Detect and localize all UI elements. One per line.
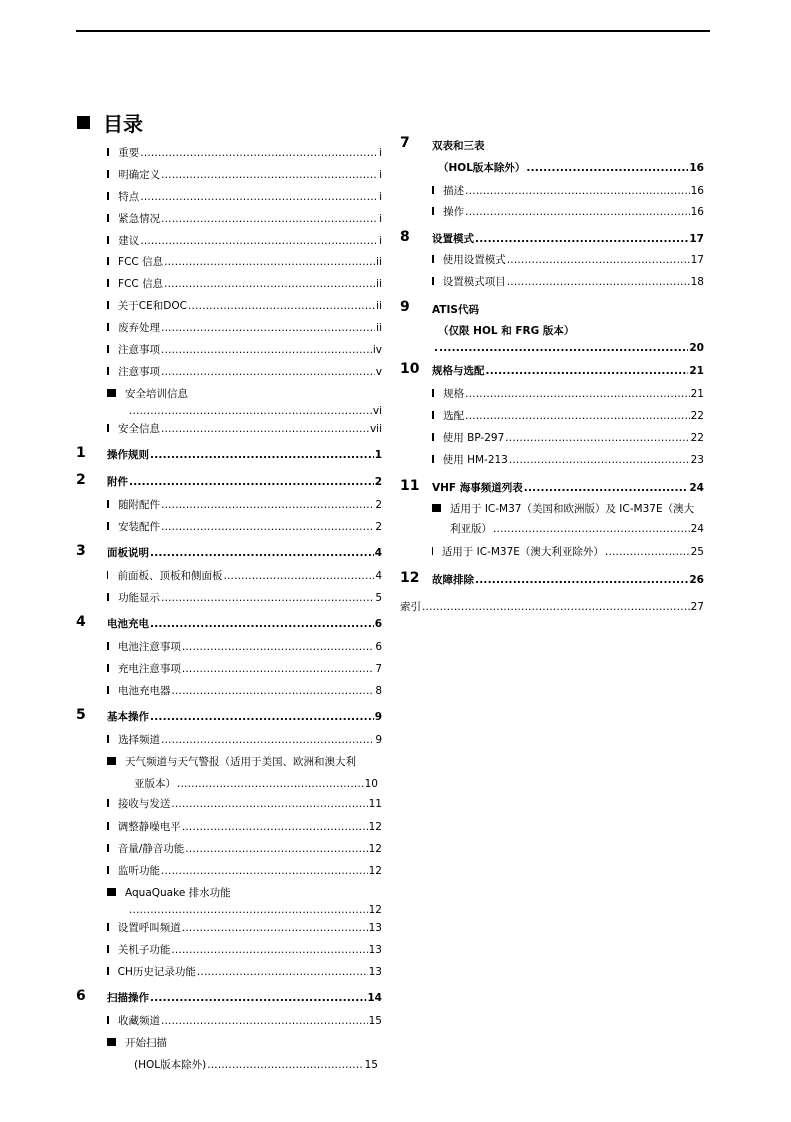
toc-entry-label: FCC 信息 xyxy=(118,278,164,290)
toc-entry[interactable] xyxy=(432,205,704,219)
bullet-square-icon xyxy=(107,664,109,672)
chapter-entry[interactable] xyxy=(107,448,382,462)
toc-entry-label: 选配 xyxy=(443,410,465,422)
toc-entry-label: 设置呼叫频道 xyxy=(117,922,181,934)
toc-title xyxy=(77,108,143,137)
toc-page-number: 13 xyxy=(368,966,382,978)
toc-page-number: 9 xyxy=(374,711,382,723)
dot-leader xyxy=(493,522,690,536)
bullet-square-icon xyxy=(107,214,109,222)
bullet-square-icon xyxy=(432,504,441,512)
toc-entry-label: 适用于 IC-M37E（澳大利亚除外） xyxy=(441,546,604,558)
index-entry[interactable] xyxy=(400,600,704,614)
toc-entry-label: 操作 xyxy=(443,206,465,218)
toc-page-number: 15 xyxy=(364,1059,378,1071)
toc-page-number: 25 xyxy=(690,546,704,558)
toc-entry-label: 重要 xyxy=(118,147,140,159)
toc-entry-label: 安全培训信息 xyxy=(125,388,188,400)
toc-entry[interactable] xyxy=(432,387,704,401)
toc-page-number: 26 xyxy=(689,574,704,586)
dot-leader xyxy=(605,545,690,559)
dot-leader xyxy=(164,277,375,291)
dot-leader xyxy=(465,409,689,423)
toc-page-number: 16 xyxy=(689,162,704,174)
toc-entry[interactable] xyxy=(107,591,382,605)
chapter-entry-label: ATIS代码 xyxy=(432,304,479,316)
bullet-square-icon xyxy=(432,255,434,263)
toc-entry[interactable] xyxy=(107,864,382,878)
toc-page-number: 17 xyxy=(690,254,704,266)
toc-entry[interactable] xyxy=(107,422,382,436)
toc-entry[interactable] xyxy=(107,277,382,291)
bullet-square-icon xyxy=(107,923,109,931)
bullet-square-icon xyxy=(107,571,108,579)
dot-leader xyxy=(150,617,374,631)
toc-page-number: 13 xyxy=(368,944,382,956)
dot-leader xyxy=(150,710,374,724)
bullet-square-icon xyxy=(432,547,433,555)
toc-entry[interactable] xyxy=(107,520,382,534)
bullet-square-icon xyxy=(107,236,109,244)
toc-entry-label: 规格 xyxy=(443,388,465,400)
toc-entry-label: 开始扫描 xyxy=(125,1037,167,1049)
toc-entry[interactable] xyxy=(432,545,704,559)
toc-page-number: 12 xyxy=(368,821,382,833)
toc-entry-label: 亚版本） xyxy=(134,778,176,790)
toc-entry[interactable] xyxy=(107,343,382,357)
dot-leader xyxy=(505,431,689,445)
toc-entry[interactable] xyxy=(107,255,382,269)
dot-leader xyxy=(161,520,374,534)
bullet-square-icon xyxy=(107,799,109,807)
chapter-entry[interactable] xyxy=(432,573,704,587)
toc-entry[interactable] xyxy=(107,234,382,248)
dot-leader xyxy=(422,600,690,614)
toc-page-number: 1 xyxy=(374,449,382,461)
dot-leader xyxy=(182,921,368,935)
toc-page-number: 2 xyxy=(375,521,382,533)
dot-leader xyxy=(129,404,372,418)
dot-leader xyxy=(465,205,689,219)
toc-entry-label: 面板说明 xyxy=(107,547,149,559)
dot-leader xyxy=(150,448,374,462)
toc-entry-label: CH历史记录功能 xyxy=(117,966,196,978)
toc-entry[interactable] xyxy=(107,1036,167,1050)
toc-entry-label: 建议 xyxy=(118,235,140,247)
toc-entry-label: . xyxy=(434,342,438,354)
toc-entry-label: （HOL版本除外） xyxy=(438,162,526,174)
bullet-square-icon xyxy=(107,757,116,765)
chapter-number: 1 xyxy=(76,445,86,461)
toc-page-number: 21 xyxy=(690,388,704,400)
toc-entry-continuation[interactable] xyxy=(134,1058,378,1072)
chapter-entry[interactable] xyxy=(432,364,704,378)
toc-entry-label: 描述 xyxy=(443,185,465,197)
toc-page-number: 16 xyxy=(690,206,704,218)
toc-entry[interactable] xyxy=(107,797,382,811)
toc-entry[interactable] xyxy=(107,190,382,204)
dot-leader xyxy=(223,569,374,583)
title-square-icon xyxy=(77,116,90,129)
bullet-square-icon xyxy=(107,735,109,743)
toc-page-number: 15 xyxy=(368,1015,382,1027)
dot-leader xyxy=(129,475,374,489)
toc-entry-label: 关于CE和DOC xyxy=(117,300,187,312)
toc-entry-label: 附件 xyxy=(107,476,128,488)
bullet-square-icon xyxy=(107,279,109,287)
toc-page-number: ii xyxy=(376,278,382,290)
toc-entry[interactable] xyxy=(107,212,382,226)
toc-page-number: 24 xyxy=(689,482,704,494)
chapter-entry[interactable] xyxy=(432,232,704,246)
toc-entry-label: 调整静噪电平 xyxy=(117,821,181,833)
toc-page-number: ii xyxy=(376,256,382,268)
dot-leader xyxy=(171,684,374,698)
toc-page-number: 2 xyxy=(375,499,382,511)
toc-entry-continuation[interactable] xyxy=(128,404,382,418)
toc-entry[interactable] xyxy=(107,842,382,856)
bullet-square-icon xyxy=(432,389,434,397)
toc-entry[interactable] xyxy=(432,275,704,289)
chapter-number: 10 xyxy=(400,361,420,377)
toc-entry-label: 音量/静音功能 xyxy=(117,843,185,855)
toc-entry[interactable] xyxy=(107,365,382,379)
toc-entry-label: 电池充电 xyxy=(107,618,149,630)
dot-leader xyxy=(475,232,688,246)
toc-entry[interactable] xyxy=(107,569,382,583)
chapter-entry[interactable] xyxy=(107,991,382,1005)
toc-entry-label: AquaQuake 排水功能 xyxy=(125,887,231,899)
bullet-square-icon xyxy=(432,455,434,463)
dot-leader xyxy=(140,190,378,204)
bullet-square-icon xyxy=(107,1016,109,1024)
toc-entry-label: 功能显示 xyxy=(118,592,161,604)
dot-leader xyxy=(161,591,374,605)
bullet-square-icon xyxy=(107,424,109,432)
dot-leader xyxy=(150,991,366,1005)
dot-leader xyxy=(207,1058,363,1072)
chapter-entry[interactable] xyxy=(107,617,382,631)
chapter-number: 5 xyxy=(76,707,86,723)
toc-page-number: 9 xyxy=(375,734,382,746)
toc-page-number: 4 xyxy=(375,570,382,582)
chapter-entry-label: 双表和三表 xyxy=(432,140,485,152)
toc-entry-label: 基本操作 xyxy=(107,711,149,723)
toc-page-number: 12 xyxy=(368,904,382,916)
dot-leader xyxy=(524,481,689,495)
chapter-number: 4 xyxy=(76,614,86,630)
toc-entry[interactable] xyxy=(107,965,382,979)
toc-entry-label: 接收与发送 xyxy=(117,798,171,810)
dot-leader xyxy=(171,943,367,957)
toc-page-number: 7 xyxy=(375,663,382,675)
dot-leader xyxy=(161,498,374,512)
toc-entry[interactable] xyxy=(107,387,188,401)
dot-leader xyxy=(161,1014,368,1028)
toc-entry-label: 充电注意事项 xyxy=(117,663,181,675)
toc-entry-label: 注意事项 xyxy=(118,344,161,356)
toc-entry[interactable] xyxy=(432,431,704,445)
dot-leader xyxy=(161,864,368,878)
dot-leader xyxy=(171,797,367,811)
bullet-square-icon xyxy=(432,433,434,441)
dot-leader xyxy=(140,146,378,160)
chapter-number: 2 xyxy=(76,472,86,488)
toc-entry-label: VHF 海事频道列表 xyxy=(432,482,523,494)
chapter-number: 9 xyxy=(400,299,410,315)
toc-page-number: 18 xyxy=(690,276,704,288)
toc-page-number: i xyxy=(379,213,382,225)
toc-entry-label: 废弃处理 xyxy=(118,322,161,334)
bullet-square-icon xyxy=(107,323,109,331)
bullet-square-icon xyxy=(107,822,109,830)
toc-entry-label: 电池注意事项 xyxy=(117,641,181,653)
dot-leader xyxy=(161,733,374,747)
toc-page-number: iv xyxy=(372,344,382,356)
bullet-square-icon xyxy=(107,367,109,375)
toc-page-number: i xyxy=(379,147,382,159)
dot-leader xyxy=(161,343,372,357)
dot-leader xyxy=(140,234,378,248)
toc-page-number: v xyxy=(375,366,382,378)
chapter-number: 3 xyxy=(76,543,86,559)
toc-page-number: 22 xyxy=(690,432,704,444)
toc-entry-continuation[interactable] xyxy=(450,522,704,536)
dot-leader xyxy=(475,573,688,587)
bullet-square-icon xyxy=(432,411,434,419)
toc-entry-label: 监听功能 xyxy=(117,865,160,877)
dot-leader xyxy=(161,321,375,335)
toc-page-number: vi xyxy=(372,405,382,417)
toc-entry[interactable] xyxy=(107,640,382,654)
toc-entry-label: 明确定义 xyxy=(118,169,161,181)
toc-entry-label: 安全信息 xyxy=(118,423,160,435)
toc-page-number: 2 xyxy=(374,476,382,488)
dot-leader xyxy=(129,903,368,917)
toc-page-number: vii xyxy=(369,423,382,435)
toc-entry-label: 收藏频道 xyxy=(117,1015,160,1027)
toc-entry-label: 前面板、顶板和侧面板 xyxy=(117,570,223,582)
toc-entry-label: 扫描操作 xyxy=(107,992,149,1004)
toc-page-number: 13 xyxy=(368,922,382,934)
bullet-square-icon xyxy=(107,642,109,650)
toc-title-text: 目录 xyxy=(103,112,143,136)
bullet-square-icon xyxy=(107,593,109,601)
toc-entry[interactable] xyxy=(107,662,382,676)
dot-leader xyxy=(507,275,690,289)
toc-entry[interactable] xyxy=(107,921,382,935)
toc-entry-label: FCC 信息 xyxy=(118,256,164,268)
toc-entry[interactable] xyxy=(107,733,382,747)
bullet-square-icon xyxy=(107,257,109,265)
bullet-square-icon xyxy=(107,148,109,156)
toc-entry-label: 索引 xyxy=(400,601,421,613)
toc-entry[interactable] xyxy=(107,299,382,313)
bullet-square-icon xyxy=(107,389,116,397)
toc-entry-label: 使用 BP-297 xyxy=(442,432,505,444)
toc-entry-label: (HOL版本除外) xyxy=(134,1059,207,1071)
bullet-square-icon xyxy=(107,686,109,694)
dot-leader xyxy=(182,640,374,654)
toc-entry-label: 操作规则 xyxy=(107,449,149,461)
toc-entry-label: 电池充电器 xyxy=(117,685,171,697)
chapter-entry-continuation[interactable] xyxy=(438,161,704,175)
dot-leader xyxy=(188,299,375,313)
dot-leader xyxy=(164,255,375,269)
bullet-square-icon xyxy=(107,967,109,975)
bullet-square-icon xyxy=(107,345,109,353)
bullet-square-icon xyxy=(107,945,109,953)
dot-leader xyxy=(150,546,374,560)
dot-leader xyxy=(465,387,689,401)
toc-entry-label: 设置模式项目 xyxy=(442,276,506,288)
dot-leader xyxy=(185,842,367,856)
toc-entry[interactable] xyxy=(107,755,356,769)
dot-leader xyxy=(439,341,688,355)
toc-entry[interactable] xyxy=(432,502,694,516)
dot-leader xyxy=(507,253,690,267)
toc-page-number: 5 xyxy=(375,592,382,604)
chapter-number: 7 xyxy=(400,135,410,151)
dot-leader xyxy=(526,161,688,175)
toc-page-number: 11 xyxy=(368,798,382,810)
chapter-number: 11 xyxy=(400,478,420,494)
toc-entry-label: 天气频道与天气警报（适用于美国、欧洲和澳大利 xyxy=(125,756,356,768)
chapter-number: 6 xyxy=(76,988,86,1004)
toc-page-number: 20 xyxy=(689,342,704,354)
toc-entry[interactable] xyxy=(432,409,704,423)
chapter-number: 8 xyxy=(400,229,410,245)
chapter-entry[interactable] xyxy=(107,475,382,489)
toc-entry-label: 规格与选配 xyxy=(432,365,485,377)
bullet-square-icon xyxy=(107,888,116,896)
dot-leader xyxy=(161,168,378,182)
toc-page-number: ii xyxy=(376,300,382,312)
toc-entry-label: 注意事项 xyxy=(118,366,161,378)
toc-page-number: 8 xyxy=(375,685,382,697)
toc-page-number: 17 xyxy=(689,233,704,245)
toc-page-number: 16 xyxy=(690,185,704,197)
toc-entry-label: 选择频道 xyxy=(118,734,161,746)
toc-page-number: 27 xyxy=(690,601,704,613)
toc-page-number: 14 xyxy=(367,992,382,1004)
dot-leader xyxy=(161,212,378,226)
bullet-square-icon xyxy=(432,207,434,215)
toc-entry[interactable] xyxy=(107,684,382,698)
toc-entry-label: 关机子功能 xyxy=(117,944,171,956)
toc-entry-label: 特点 xyxy=(118,191,140,203)
toc-entry-label: 故障排除 xyxy=(432,574,474,586)
bullet-square-icon xyxy=(432,186,434,194)
toc-entry[interactable] xyxy=(432,453,704,467)
toc-entry-label: 设置模式 xyxy=(432,233,474,245)
toc-page-number: 12 xyxy=(368,843,382,855)
bullet-square-icon xyxy=(107,500,109,508)
toc-entry-continuation[interactable] xyxy=(134,777,378,791)
bullet-square-icon xyxy=(432,277,434,285)
dot-leader xyxy=(161,365,375,379)
top-rule xyxy=(76,30,710,32)
toc-entry[interactable] xyxy=(432,184,704,198)
dot-leader xyxy=(182,820,368,834)
toc-entry[interactable] xyxy=(432,253,704,267)
chapter-number: 12 xyxy=(400,570,420,586)
toc-entry-label: 紧急情况 xyxy=(118,213,161,225)
toc-page-number: 10 xyxy=(364,778,378,790)
toc-page-number: i xyxy=(379,169,382,181)
toc-page-number: 24 xyxy=(690,523,704,535)
toc-page-number: 21 xyxy=(689,365,704,377)
toc-entry-continuation[interactable] xyxy=(128,903,382,917)
toc-page-number: 22 xyxy=(690,410,704,422)
toc-entry[interactable] xyxy=(107,943,382,957)
toc-page-number: i xyxy=(379,235,382,247)
toc-entry[interactable] xyxy=(107,820,382,834)
toc-entry-label: 利亚版） xyxy=(450,523,492,535)
toc-entry-label: 适用于 IC-M37（美国和欧洲版）及 IC-M37E（澳大 xyxy=(450,503,695,515)
toc-entry[interactable] xyxy=(107,498,382,512)
toc-entry[interactable] xyxy=(107,886,231,900)
toc-page-number: 6 xyxy=(374,618,382,630)
toc-entry-label: 使用 HM-213 xyxy=(442,454,508,466)
bullet-square-icon xyxy=(107,1038,116,1046)
toc-page-number: 6 xyxy=(375,641,382,653)
dot-leader xyxy=(465,184,689,198)
toc-entry-label: 随附配件 xyxy=(118,499,161,511)
toc-page-number: 23 xyxy=(690,454,704,466)
bullet-square-icon xyxy=(107,192,109,200)
bullet-square-icon xyxy=(107,844,109,852)
toc-page-number: 4 xyxy=(374,547,382,559)
dot-leader xyxy=(161,422,369,436)
toc-page-number: ii xyxy=(376,322,382,334)
bullet-square-icon xyxy=(107,866,109,874)
chapter-entry[interactable] xyxy=(432,481,704,495)
chapter-entry[interactable] xyxy=(107,710,382,724)
dot-leader xyxy=(177,777,364,791)
toc-entry[interactable] xyxy=(107,146,382,160)
dot-leader xyxy=(509,453,690,467)
chapter-entry[interactable] xyxy=(107,546,382,560)
bullet-square-icon xyxy=(107,301,109,309)
toc-page-number: i xyxy=(379,191,382,203)
dot-leader xyxy=(486,364,689,378)
toc-entry-label: 使用设置模式 xyxy=(442,254,506,266)
dot-leader xyxy=(182,662,374,676)
toc-page-number: 12 xyxy=(368,865,382,877)
toc-entry-label: 安装配件 xyxy=(118,521,161,533)
toc-entry[interactable] xyxy=(107,168,382,182)
dot-leader xyxy=(197,965,368,979)
bullet-square-icon xyxy=(107,522,109,530)
toc-entry[interactable] xyxy=(107,321,382,335)
chapter-entry-continuation[interactable] xyxy=(434,341,704,355)
toc-entry[interactable] xyxy=(107,1014,382,1028)
chapter-entry-label: （仅限 HOL 和 FRG 版本） xyxy=(438,325,575,337)
bullet-square-icon xyxy=(107,170,109,178)
